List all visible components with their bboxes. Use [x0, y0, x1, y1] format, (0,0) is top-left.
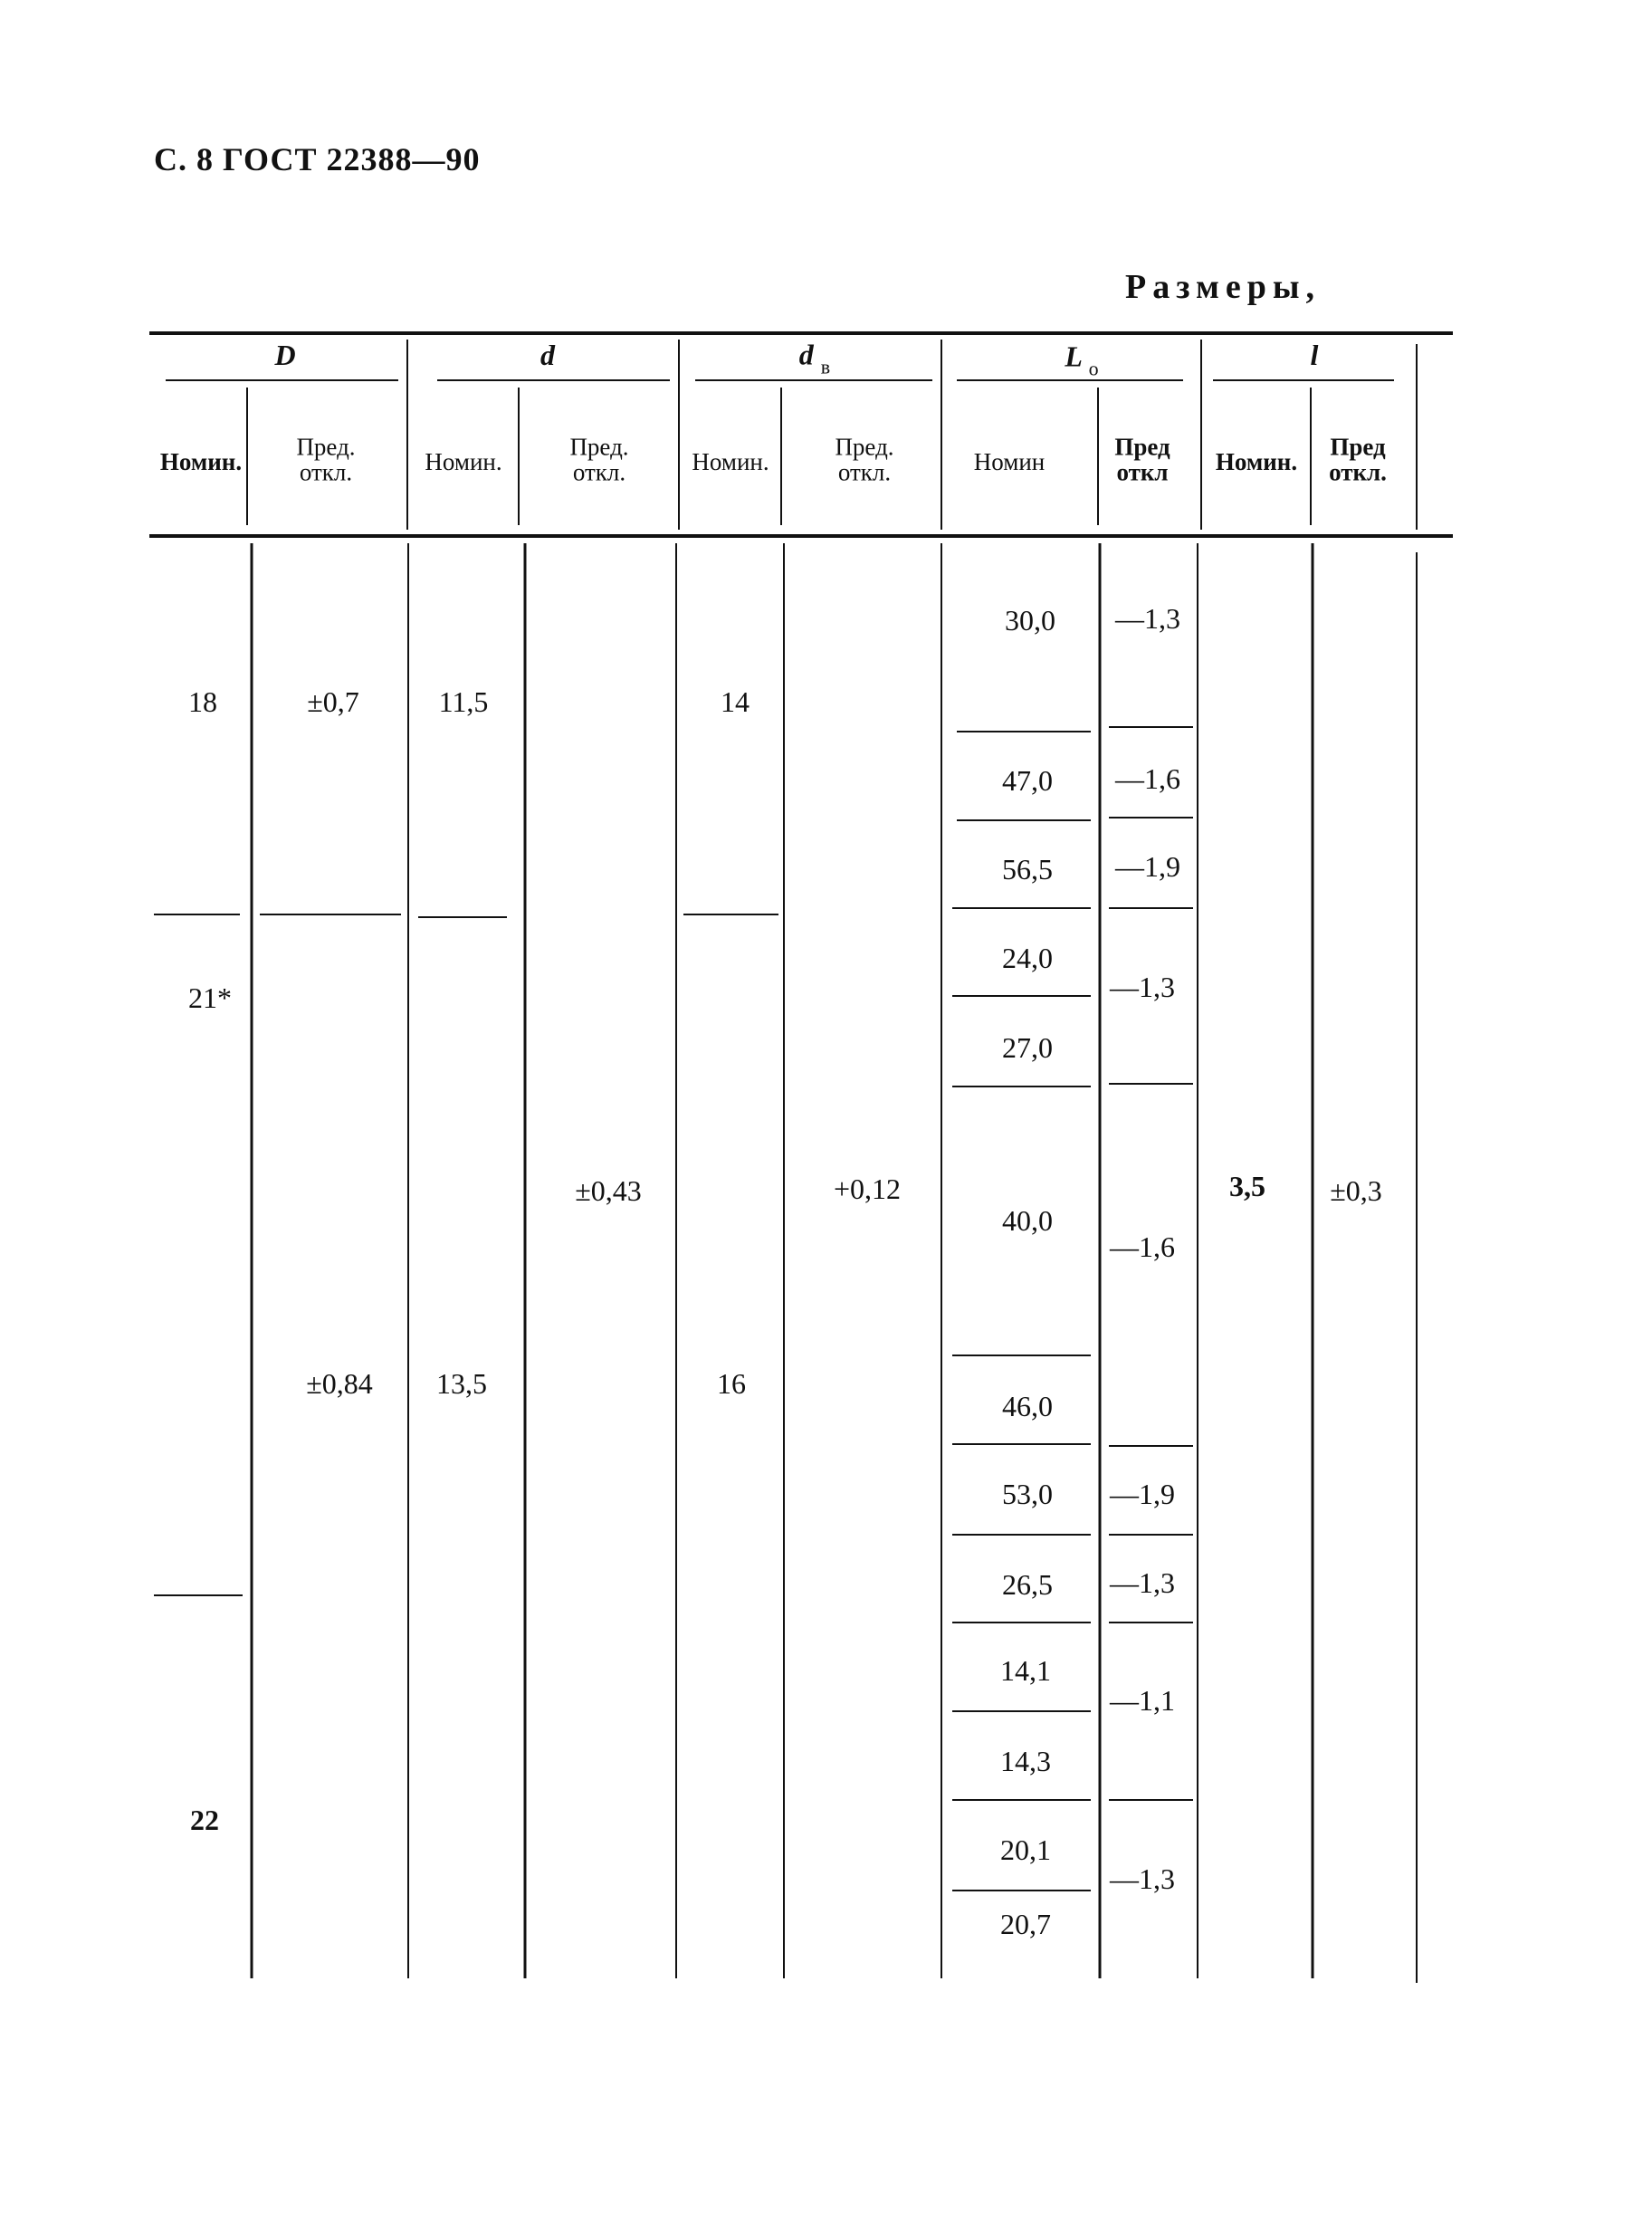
subheader-L0-tol: Пред откл: [1114, 433, 1170, 486]
L0-tol-cell: —1,9: [1110, 1478, 1175, 1510]
L0-tol-cell: —1,3: [1110, 971, 1175, 1003]
L0-nom-cell: 26,5: [1002, 1568, 1053, 1601]
subheader-dv-tol: Пред. откл.: [835, 433, 894, 486]
L0-nom-cell: 47,0: [1002, 764, 1053, 797]
L0-nom-cell: 14,1: [1000, 1654, 1051, 1687]
d-nom-cell: 13,5: [436, 1367, 487, 1400]
column-header-L0: L $_о$: [1065, 340, 1099, 380]
subheader-D-nom: Номин.: [159, 447, 243, 475]
D-nom-cell: 21*: [188, 981, 232, 1014]
D-nom-cell: 22: [190, 1804, 219, 1836]
L0-nom-cell: 40,0: [1002, 1204, 1053, 1237]
subheader-L0-nom: Номин: [973, 447, 1046, 475]
L0-tol-cell: —1,3: [1115, 602, 1180, 635]
L0-nom-cell: 53,0: [1002, 1478, 1053, 1510]
subheader-dv-nom: Номин.: [692, 447, 769, 475]
L0-tol-cell: —1,3: [1110, 1566, 1175, 1599]
L0-nom-cell: 27,0: [1002, 1031, 1053, 1064]
L0-nom-cell: 20,1: [1000, 1833, 1051, 1866]
subheader-D-tol: Пред. откл.: [296, 433, 356, 486]
L0-tol-cell: —1,3: [1110, 1862, 1175, 1895]
L0-tol-cell: —1,6: [1110, 1230, 1175, 1263]
L0-tol-cell: —1,9: [1115, 850, 1180, 883]
subheader-d-nom: Номин.: [425, 447, 502, 475]
D-tol-cell: ±0,7: [307, 685, 359, 718]
subheader-l-tol: Пред откл.: [1329, 433, 1387, 486]
d-tol-cell: ±0,43: [575, 1174, 642, 1207]
L0-nom-cell: 24,0: [1002, 942, 1053, 974]
column-header-d: d: [540, 339, 555, 371]
D-nom-cell: 18: [188, 685, 217, 718]
subheader-d-tol: Пред. откл.: [569, 433, 629, 486]
L0-nom-cell: 14,3: [1000, 1745, 1051, 1777]
D-tol-cell: ±0,84: [306, 1367, 373, 1400]
dv-nom-cell: 14: [721, 685, 750, 718]
l-nom-cell: 3,5: [1229, 1170, 1265, 1202]
column-header-dv: d $_в$: [798, 338, 831, 378]
d-nom-cell: 11,5: [438, 685, 489, 718]
L0-nom-cell: 56,5: [1002, 853, 1053, 885]
subheader-l-nom: Номин.: [1215, 447, 1298, 475]
L0-tol-cell: —1,6: [1115, 762, 1180, 795]
column-header-D: D: [274, 339, 296, 371]
column-header-l: l: [1310, 339, 1319, 371]
dv-nom-cell: 16: [717, 1367, 746, 1400]
L0-nom-cell: 20,7: [1000, 1908, 1051, 1940]
units-label: Размеры,: [1125, 268, 1321, 306]
page-header: С. 8 ГОСТ 22388—90: [154, 141, 481, 177]
l-tol-cell: ±0,3: [1330, 1174, 1382, 1207]
L0-tol-cell: —1,1: [1110, 1684, 1175, 1717]
L0-nom-cell: 46,0: [1002, 1390, 1053, 1422]
L0-nom-cell: 30,0: [1005, 604, 1055, 637]
dv-tol-cell: +0,12: [833, 1173, 902, 1205]
